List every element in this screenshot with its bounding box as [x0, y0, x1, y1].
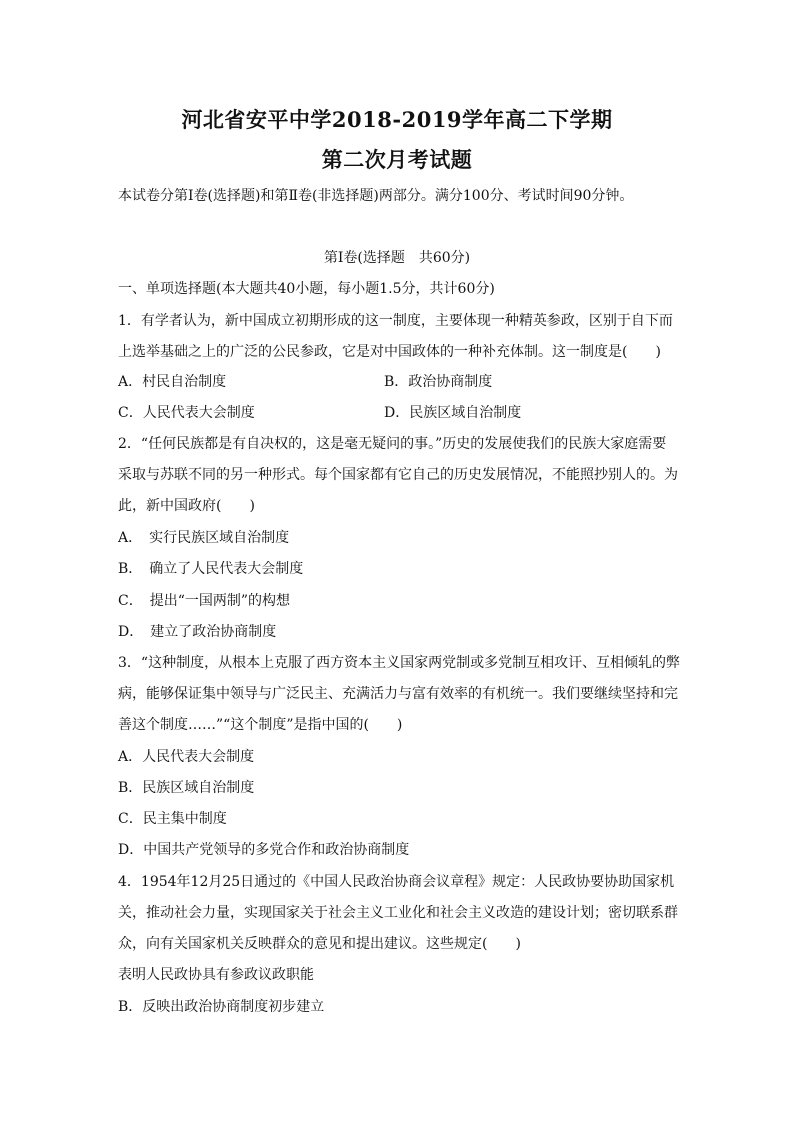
question-2-option-c: C． 提出“一国两制”的构想	[118, 593, 291, 609]
question-3-stem-line: 3．“这种制度，从根本上克服了西方资本主义国家两党制或多党制互相攻讦、互相倾轧的弊	[118, 655, 681, 671]
section-title: 第Ⅰ卷(选择题 共60分)	[323, 250, 471, 266]
question-3-option-d: D．中国共产党领导的多党合作和政治协商制度	[118, 842, 410, 858]
question-3-stem-line: 善这个制度……”“这个制度”是指中国的( )	[118, 717, 403, 733]
question-1-option-a: A．村民自治制度	[118, 374, 227, 390]
question-2-option-a: A． 实行民族区域自治制度	[118, 530, 290, 546]
question-3-option-b: B．民族区域自治制度	[118, 780, 255, 796]
exam-title-line2: 第二次月考试题	[321, 147, 473, 172]
exam-intro: 本试卷分第Ⅰ卷(选择题)和第Ⅱ卷(非选择题)两部分。满分100分、考试时间90分钟。	[118, 188, 634, 204]
question-3-option-c: C．民主集中制度	[118, 811, 227, 827]
question-3-stem-line: 病，能够保证集中领导与广泛民主、充满活力与富有效率的有机统一。我们要继续坚持和完	[118, 686, 678, 702]
question-4-stem-line: 众，向有关国家机关反映群众的意见和提出建议。这些规定( )	[118, 936, 521, 952]
question-1-stem-line: 1．有学者认为，新中国成立初期形成的这一制度，主要体现一种精英参政，区别于自下而	[118, 313, 673, 329]
question-2-stem-line: 2．“任何民族都是有自决权的，这是毫无疑问的事。”历史的发展使我们的民族大家庭需要	[118, 436, 667, 452]
exam-title-line1: 河北省安平中学2018-2019学年高二下学期	[181, 107, 613, 132]
question-2-stem-line: 采取与苏联不同的另一种形式。每个国家都有它自己的历史发展情况，不能照抄别人的。为	[118, 467, 678, 483]
question-1-stem-line: 上选举基础之上的广泛的公民参政，它是对中国政体的一种补充体制。这一制度是( )	[118, 344, 661, 360]
part-title: 一、单项选择题(本大题共40小题，每小题1.5分，共计60分)	[118, 281, 495, 297]
question-4-option-b: B．反映出政治协商制度初步建立	[118, 999, 325, 1015]
question-2-option-b: B． 确立了人民代表大会制度	[118, 561, 304, 577]
question-4-stem-line: 关，推动社会力量，实现国家关于社会主义工业化和社会主义改造的建设计划；密切联系群	[118, 905, 678, 921]
question-3-option-a: A．人民代表大会制度	[118, 749, 255, 765]
question-1-option-d: D．民族区域自治制度	[384, 405, 522, 421]
question-4-stem-line: 4．1954年12月25日通过的《中国人民政治协商会议章程》规定：人民政协要协助国家机	[118, 874, 675, 890]
question-1-option-c: C．人民代表大会制度	[118, 405, 255, 421]
question-1-option-b: B．政治协商制度	[384, 374, 493, 390]
question-4-option-a: 表明人民政协具有参政议政职能	[118, 967, 314, 983]
question-2-stem-line: 此，新中国政府( )	[118, 498, 255, 514]
question-2-option-d: D． 建立了政治协商制度	[118, 624, 277, 640]
